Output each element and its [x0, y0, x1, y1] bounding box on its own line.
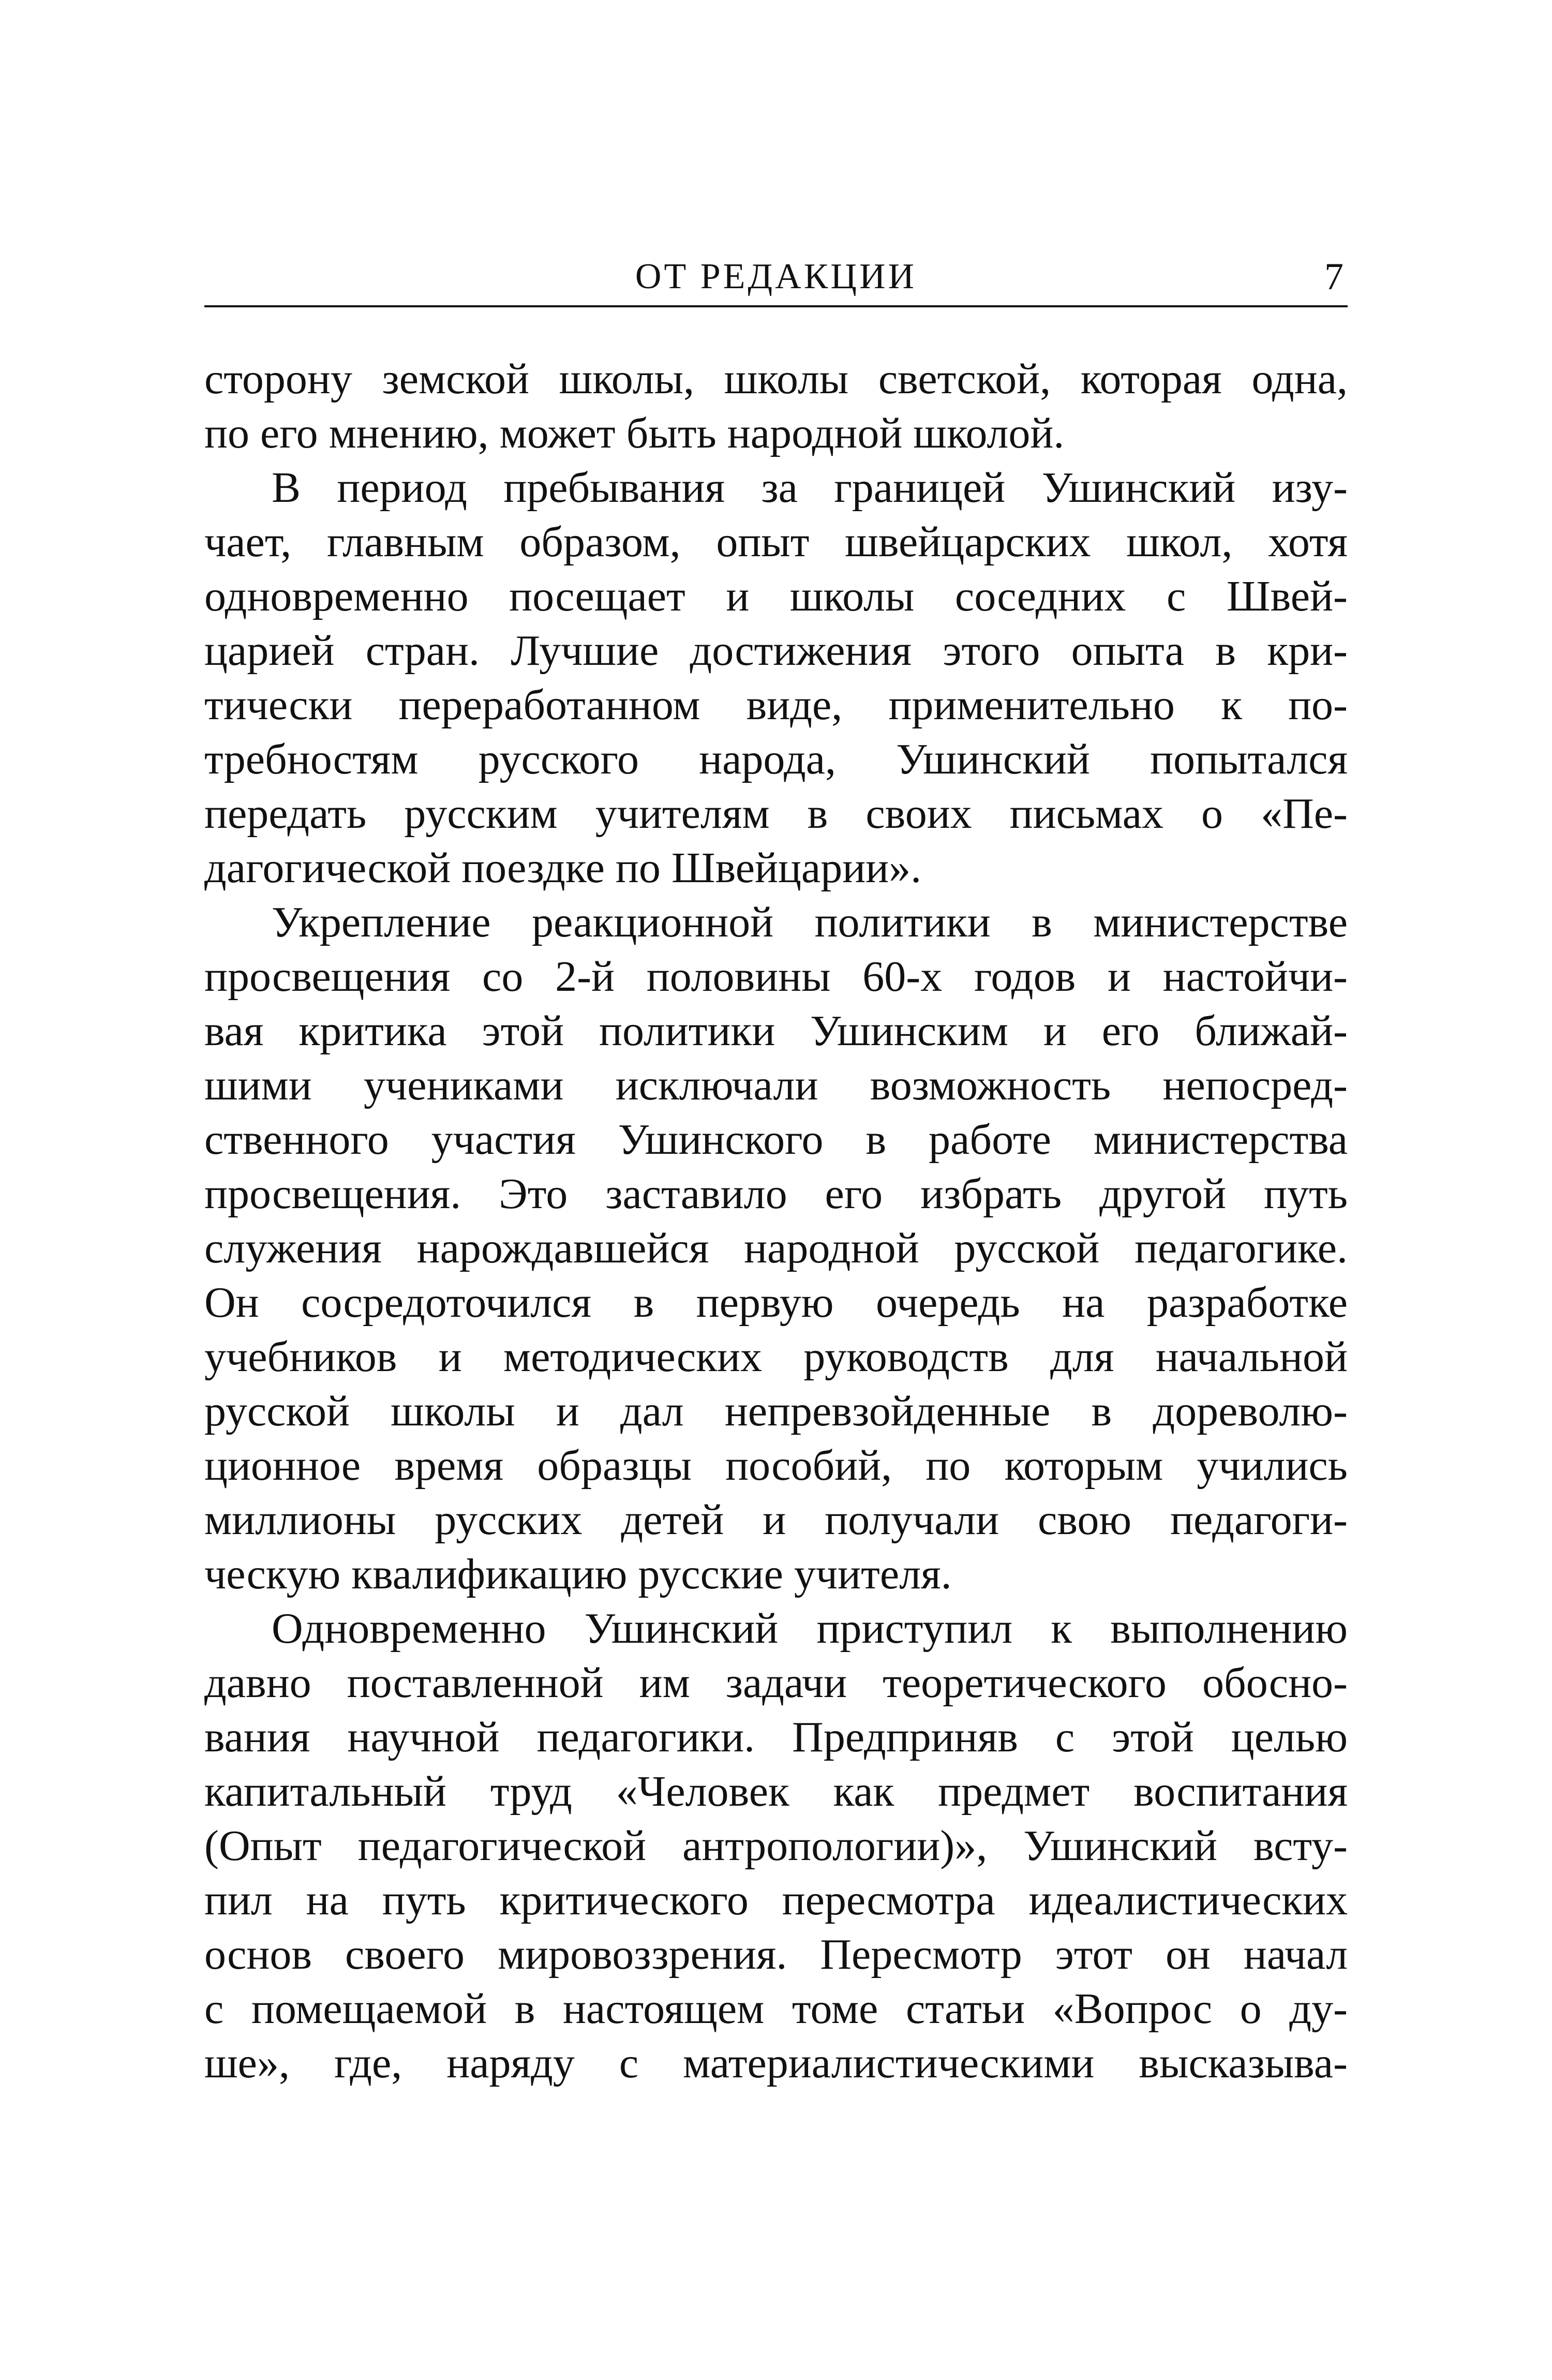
text-line: с помещаемой в настоящем томе статьи «Вопрос о ду- — [204, 1985, 1348, 2033]
text-line: капитальный труд «Человек как предмет воспитания — [204, 1767, 1348, 1816]
running-head — [204, 254, 1348, 300]
text-line: сторону земской школы, школы светской, которая одна, — [204, 355, 1348, 403]
text-line: просвещения со 2-й половины 60-х годов и настойчи- — [204, 953, 1348, 1001]
text-line: требностям русского народа, Ушинский попытался — [204, 735, 1348, 783]
text-line: служения нарождавшейся народной русской педагогике. — [204, 1224, 1348, 1272]
text-line: просвещения. Это заставило его избрать другой путь — [204, 1170, 1348, 1218]
text-line: ческую квалификацию русские учителя. — [204, 1550, 952, 1598]
text-line: пил на путь критического пересмотра идеалистических — [204, 1876, 1348, 1924]
text-line: одновременно посещает и школы соседних с Швей- — [204, 572, 1348, 620]
text-line: ционное время образцы пособий, по которым учились — [204, 1441, 1348, 1490]
header-rule — [204, 305, 1348, 307]
text-line: Одновременно Ушинский приступил к выполнению — [272, 1604, 1348, 1653]
text-line: тически переработанном виде, применительно к по- — [204, 681, 1348, 729]
text-line: ше», где, наряду с материалистическими высказыва- — [204, 2039, 1348, 2087]
page-number: 7 — [1324, 256, 1344, 298]
text-line: передать русским учителям в своих письмах о «Пе- — [204, 790, 1348, 838]
text-line: миллионы русских детей и получали свою педагоги- — [204, 1496, 1348, 1544]
text-line: Укрепление реакционной политики в министерстве — [272, 898, 1348, 946]
text-line: Он сосредоточился в первую очередь на разработке — [204, 1278, 1348, 1327]
text-line: основ своего мировоззрения. Пересмотр этот он начал — [204, 1930, 1348, 1979]
text-line: царией стран. Лучшие достижения этого опыта в кри- — [204, 627, 1348, 675]
text-line: В период пребывания за границей Ушинский изу- — [272, 464, 1348, 512]
text-line: по его мнению, может быть народной школой. — [204, 409, 1065, 457]
running-head-title: ОТ РЕДАКЦИИ — [635, 257, 917, 296]
text-line: (Опыт педагогической антропологии)», Ушинский всту- — [204, 1822, 1348, 1870]
text-line: учебников и методических руководств для начальной — [204, 1333, 1348, 1381]
text-line: вания научной педагогики. Предприняв с этой целью — [204, 1713, 1348, 1761]
text-line: ственного участия Ушинского в работе министерства — [204, 1115, 1348, 1164]
text-line: вая критика этой политики Ушинским и его ближай- — [204, 1007, 1348, 1055]
text-line: шими учениками исключали возможность непосред- — [204, 1061, 1348, 1109]
text-line: дагогической поездке по Швейцарии». — [204, 844, 922, 892]
text-line: давно поставленной им задачи теоретического обосно- — [204, 1659, 1348, 1707]
text-line: русской школы и дал непревзойденные в дореволю- — [204, 1387, 1348, 1435]
text-line: чает, главным образом, опыт швейцарских школ, хотя — [204, 518, 1348, 566]
body-text — [204, 352, 1348, 2090]
